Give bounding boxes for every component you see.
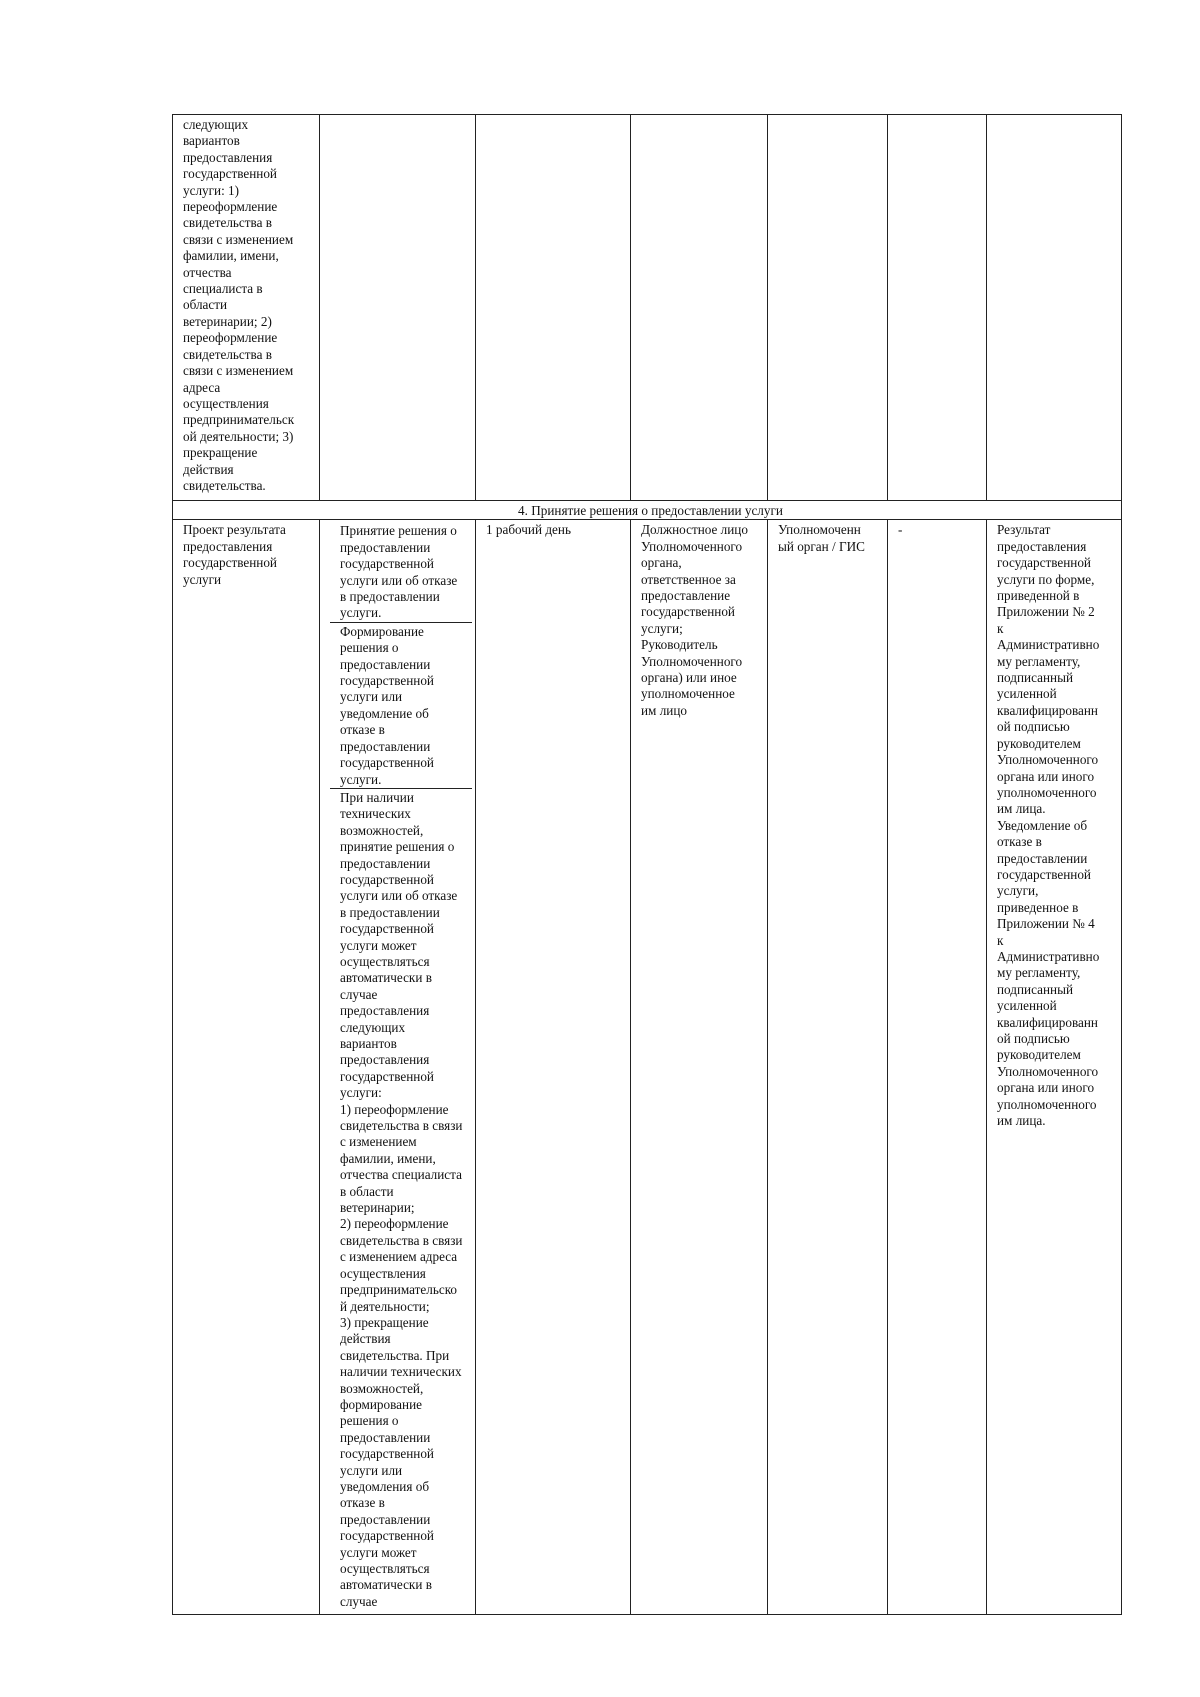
place-cell: Уполномоченн ый орган / ГИС <box>768 520 888 1615</box>
section-title: 4. Принятие решения о предоставлении услуги <box>173 501 1122 520</box>
table-row-continued <box>173 115 1122 501</box>
empty-cell <box>888 115 987 501</box>
action-item: Принятие решения о предоставлении государственной услуги или об отказе в предоставлении услуги. <box>330 522 472 622</box>
basis-cell: Проект результата предоставления государственной услуги <box>173 520 320 1615</box>
action-item: Формирование решения о предоставлении государственной услуги или уведомление об отказе в предоставлении государственной услуги. <box>330 623 472 789</box>
table-row-decision <box>173 520 1122 1615</box>
empty-cell <box>631 115 768 501</box>
criteria-cell: - <box>888 520 987 1615</box>
actions-cell <box>320 520 476 1615</box>
basis-cell-continued: следующих вариантов предоставления государственной услуги: 1) переоформление свидетельства в связи с изменением фамилии, имени, отчества специалиста в области ветеринарии; 2) переоформление свидетельства в связи с изменением адреса осуществления предпринимательск ой деятельности; 3) прекращение действия свидетельства. <box>173 115 320 501</box>
empty-cell <box>768 115 888 501</box>
empty-cell <box>320 115 476 501</box>
result-cell: Результат предоставления государственной услуги по форме, приведенной в Приложении № 2 к Административно му регламенту, подписанный усиленной квалифицированн ой подписью руководителем Уполномоченного органа или иного уполномоченного им лица. Уведомление об отказе в предоставлении государственной услуги, приведенное в Приложении № 4 к Административно му регламенту, подписанный усиленной квалифицированн ой подписью руководителем Уполномоченного органа или иного уполномоченного им лица. <box>987 520 1122 1615</box>
duration-cell: 1 рабочий день <box>476 520 631 1615</box>
empty-cell <box>987 115 1122 501</box>
empty-cell <box>476 115 631 501</box>
regulation-table <box>172 114 1122 1615</box>
action-item: При наличии технических возможностей, принятие решения о предоставлении государственной услуги или об отказе в предоставлении государственной услуги может осуществляться автоматически в случае предоставления следующих вариантов предоставления государственной услуги: 1) переоформление свидетельства в связи с изменением фамилии, имени, отчества специалиста в области ветеринарии; 2) переоформление свидетельства в связи с изменением адреса осуществления предпринимательско й деятельности; 3) прекращение действия свидетельства. При наличии технических возможностей, формирование решения о предоставлении государственной услуги или уведомления об отказе в предоставлении государственной услуги может осуществляться автоматически в случае <box>340 789 463 1609</box>
section-header-row <box>173 501 1122 520</box>
responsible-cell: Должностное лицо Уполномоченного органа, ответственное за предоставление государственной услуги; Руководитель Уполномоченного органа) или иное уполномоченное им лицо <box>631 520 768 1615</box>
